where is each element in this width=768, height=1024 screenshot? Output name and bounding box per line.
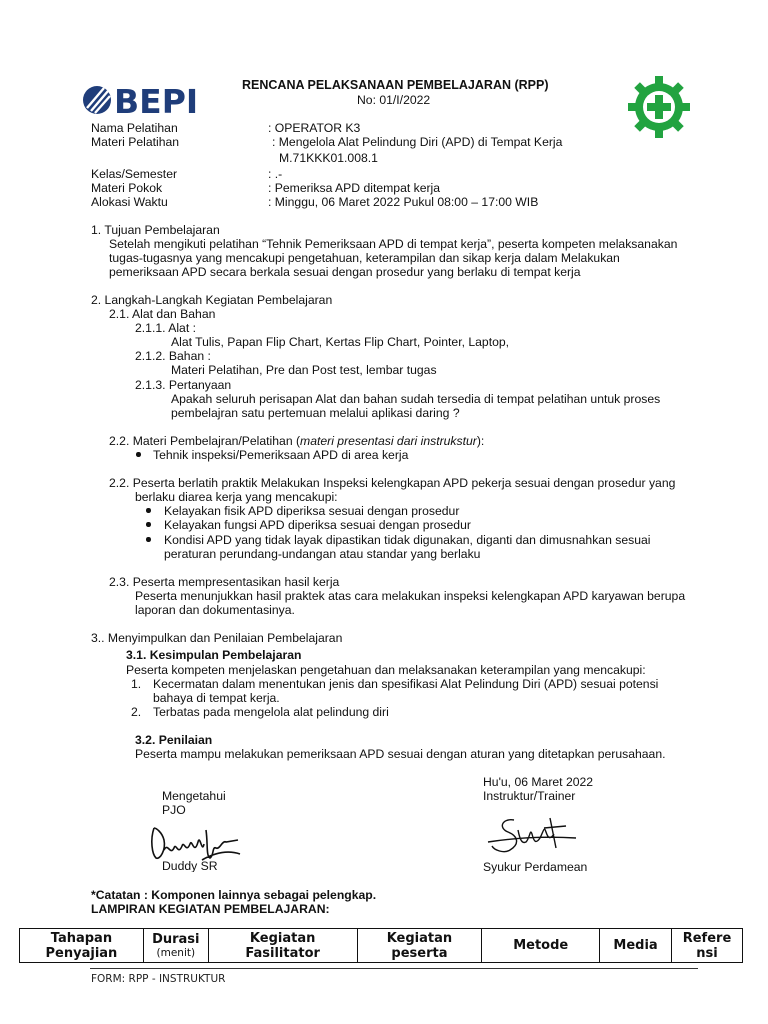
bahan-text: Materi Pelatihan, Pre dan Post test, lembar tugas (171, 363, 437, 377)
kesimpulan-item-cont: bahaya di tempat kerja. (153, 691, 280, 705)
nama-label: Nama Pelatihan (91, 121, 178, 135)
kelas-label: Kelas/Semester (91, 167, 178, 181)
document-title: RENCANA PELAKSANAAN PEMBELAJARAN (RPP) (242, 78, 549, 92)
lampiran-table (19, 928, 743, 963)
sign-left-name: Duddy SR (162, 859, 218, 872)
alokasi-value: : Minggu, 06 Maret 2022 Pukul 08:00 – 17:00 WIB (268, 195, 539, 209)
k3-gear-cross-icon (624, 76, 694, 138)
bullet-icon (136, 452, 141, 457)
col-kegiatan-fasilitator: Kegiatan Fasilitator (208, 929, 357, 963)
penilaian-text: Peserta mampu melakukan pemeriksaan APD sesuai dengan aturan yang ditetapkan perusahaan. (135, 747, 666, 761)
bepi-logo (82, 82, 202, 118)
materi-code: M.71KKK01.008.1 (279, 151, 378, 165)
alat-text: Alat Tulis, Papan Flip Chart, Kertas Flip Chart, Pointer, Laptop, (171, 335, 510, 349)
section23-line: laporan dan dokumentasinya. (135, 603, 295, 617)
materi-value: : Mengelola Alat Pelindung Diri (APD) di Tempat Kerja (272, 135, 563, 149)
penilaian-title: 3.2. Penilaian (135, 733, 213, 747)
kesimpulan-item: Terbatas pada mengelola alat pelindung diri (153, 705, 389, 719)
sign-right-name: Syukur Perdamean (483, 860, 588, 874)
col-metode: Metode (482, 929, 600, 963)
document-number: No: 01/I/2022 (357, 93, 431, 107)
logo-text: BEPI (114, 82, 199, 118)
col-media: Media (600, 929, 672, 963)
section3-heading: 3.. Menyimpulkan dan Penilaian Pembelajaran (91, 631, 343, 645)
footer-text: FORM: RPP - INSTRUKTUR (91, 973, 226, 985)
bullet-icon (146, 537, 151, 542)
section22-bullet: Tehnik inspeksi/Pemeriksaan APD di area kerja (153, 448, 409, 462)
praktik-line: berlaku diarea kerja yang mencakupi: (135, 490, 338, 504)
section2-heading: 2. Langkah-Langkah Kegiatan Pembelajaran (91, 293, 333, 307)
praktik-bullet: Kelayakan fungsi APD diperiksa sesuai dengan prosedur (164, 518, 471, 532)
col-kegiatan-peserta: Kegiatan peserta (357, 929, 482, 963)
left-signature (146, 820, 242, 866)
section1-heading: 1. Tujuan Pembelajaran (91, 223, 220, 237)
section23-line: Peserta menunjukkan hasil praktek atas cara melakukan inspeksi kelengkapan APD karyawan berupa (135, 589, 686, 603)
pokok-value: : Pemeriksa APD ditempat kerja (268, 181, 441, 195)
kesimpulan-num: 2. (131, 705, 142, 719)
section1-line: pemeriksaan APD secara berkala sesuai dengan prosedur yang berlaku di tempat kerja (109, 265, 581, 279)
table-header-row (20, 929, 743, 963)
col-tahapan: Tahapan Penyajian (20, 929, 144, 963)
pertanyaan-line: Apakah seluruh perisapan Alat dan bahan sudah tersedia di tempat pelatihan untuk proses (171, 392, 661, 406)
alokasi-label: Alokasi Waktu (91, 195, 168, 209)
bullet-icon (146, 522, 151, 527)
nama-value: : OPERATOR K3 (268, 121, 361, 135)
footer-divider (90, 968, 698, 969)
col-durasi: Durasi (menit) (143, 929, 208, 963)
kelas-value: : .- (268, 167, 283, 181)
sign-left-role: PJO (162, 803, 186, 817)
section23-heading: 2.3. Peserta mempresentasikan hasil kerja (109, 575, 340, 589)
bullet-icon (146, 508, 151, 513)
sign-left-label: Mengetahui (162, 789, 226, 803)
kesimpulan-item: Kecermatan dalam menentukan jenis dan spesifikasi Alat Pelindung Diri (APD) sesuai potensi (153, 677, 659, 691)
bahan-label: 2.1.2. Bahan : (135, 349, 211, 363)
materi-label: Materi Pelatihan (91, 135, 180, 149)
praktik-bullet-cont: peraturan perundang-undangan atau standar yang berlaku (164, 547, 481, 561)
right-signature (484, 808, 584, 860)
pertanyaan-line: pembelajran satu pertemuan melalui aplikasi daring ? (171, 406, 460, 420)
col-referensi: Refere nsi (672, 929, 743, 963)
kesimpulan-title: 3.1. Kesimpulan Pembelajaran (126, 648, 302, 662)
lampiran-heading: LAMPIRAN KEGIATAN PEMBELAJARAN: (91, 902, 330, 916)
pertanyaan-label: 2.1.3. Pertanyaan (135, 378, 232, 392)
section1-line: tugas-tugasnya yang mencakupi pengetahuan, keterampilan dan sikap kerja dalam Melakukan (109, 251, 620, 265)
section1-line: Setelah mengikuti pelatihan “Tehnik Pemeriksaan APD di tempat kerja”, peserta kompeten melaksanakan (109, 237, 678, 251)
kesimpulan-num: 1. (131, 677, 142, 691)
section21-heading: 2.1. Alat dan Bahan (109, 307, 216, 321)
praktik-bullet: Kelayakan fisik APD diperiksa sesuai dengan prosedur (164, 504, 460, 518)
pokok-label: Materi Pokok (91, 181, 163, 195)
sign-right-role: Instruktur/Trainer (483, 789, 576, 803)
alat-label: 2.1.1. Alat : (135, 321, 196, 335)
catatan-note: *Catatan : Komponen lainnya sebagai pelengkap. (91, 888, 377, 902)
praktik-line: 2.2. Peserta berlatih praktik Melakukan Inspeksi kelengkapan APD pekerja sesuai dengan prosedur yang (109, 476, 676, 490)
kesimpulan-intro: Peserta kompeten menjelaskan pengetahuan dan melaksanakan keterampilan yang mencakupi: (126, 663, 646, 677)
section22-heading: 2.2. Materi Pembelajran/Pelatihan (materi presentasi dari instrukstur): (109, 434, 485, 448)
praktik-bullet: Kondisi APD yang tidak layak dipastikan tidak digunakan, diganti dan dimusnahkan sesuai (164, 533, 651, 547)
sign-date: Hu'u, 06 Maret 2022 (483, 775, 594, 789)
